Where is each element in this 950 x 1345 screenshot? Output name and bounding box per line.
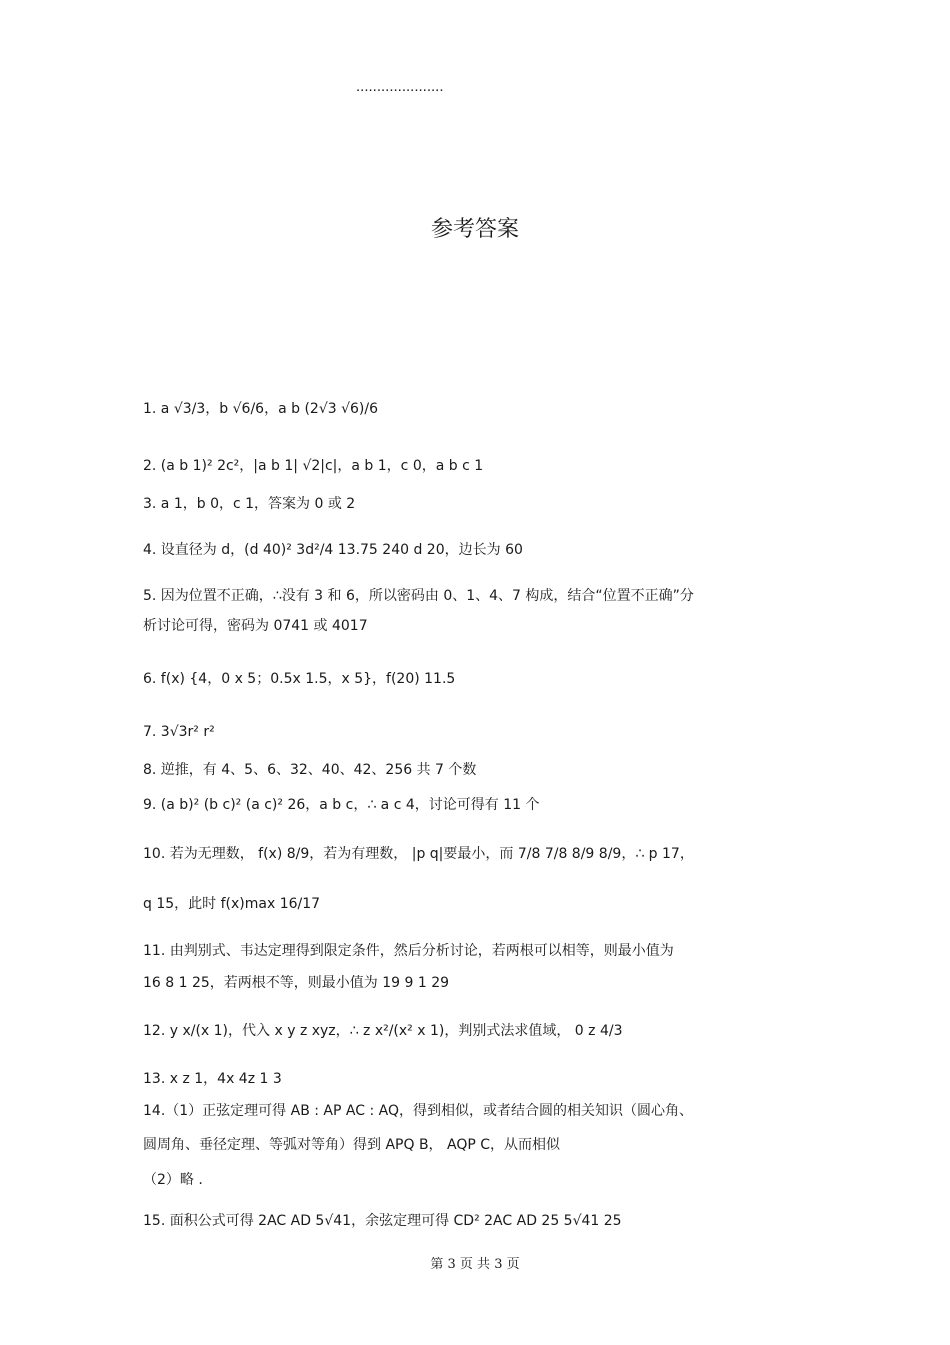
answer-line: 16 8 1 25，若两根不等，则最小值为 19 9 1 29 — [143, 975, 450, 991]
answer-line: q 15，此时 f(x)max 16/17 — [143, 896, 321, 912]
answer-line: 8. 逆推，有 4、5、6、32、40、42、256 共 7 个数 — [143, 762, 477, 778]
answer-line: 14.（1）正弦定理可得 AB : AP AC : AQ，得到相似，或者结合圆的相关知识（圆心角、 — [143, 1103, 693, 1119]
answer-line: 9. (a b)² (b c)² (a c)² 26，a b c，∴ a c 4，讨论可得有 11 个 — [143, 797, 540, 813]
answer-line: 7. 3√3r² r² — [143, 724, 215, 740]
answer-line: 15. 面积公式可得 2AC AD 5√41，余弦定理可得 CD² 2AC AD 25 5√41 25 — [143, 1213, 622, 1229]
answer-line: 5. 因为位置不正确，∴没有 3 和 6，所以密码由 0、1、4、7 构成，结合“位置不正确”分 — [143, 588, 694, 604]
answer-line: 圆周角、垂径定理、等弧对等角）得到 APQ B， AQP C，从而相似 — [143, 1137, 561, 1153]
answer-line: 析讨论可得，密码为 0741 或 4017 — [143, 618, 368, 634]
page-title: 参考答案 — [430, 217, 519, 242]
answer-line: 1. a √3/3，b √6/6，a b (2√3 √6)/6 — [143, 401, 379, 417]
answer-line: 12. y x/(x 1)，代入 x y z xyz，∴ z x²/(x² x 1)，判别式法求值域， 0 z 4/3 — [143, 1023, 623, 1039]
answer-line: （2）略 . — [143, 1172, 203, 1188]
answer-line: 10. 若为无理数， f(x) 8/9，若为有理数， |p q|要最小，而 7/8 7/8 8/9 8/9，∴ p 17， — [143, 846, 694, 862]
header-dots: ..................... — [356, 78, 444, 95]
answer-line: 13. x z 1，4x 4z 1 3 — [143, 1071, 282, 1087]
answer-line: 4. 设直径为 d，(d 40)² 3d²/4 13.75 240 d 20，边长为 60 — [143, 542, 523, 558]
answer-line: 2. (a b 1)² 2c²，|a b 1| √2|c|，a b 1，c 0，a b c 1 — [143, 458, 484, 474]
answer-line: 11. 由判别式、韦达定理得到限定条件，然后分析讨论，若两根可以相等，则最小值为 — [143, 943, 674, 959]
answer-line: 3. a 1，b 0，c 1，答案为 0 或 2 — [143, 496, 356, 512]
page-footer: 第 3 页 共 3 页 — [430, 1257, 520, 1272]
answer-line: 6. f(x) {4，0 x 5；0.5x 1.5，x 5}，f(20) 11.5 — [143, 671, 456, 687]
